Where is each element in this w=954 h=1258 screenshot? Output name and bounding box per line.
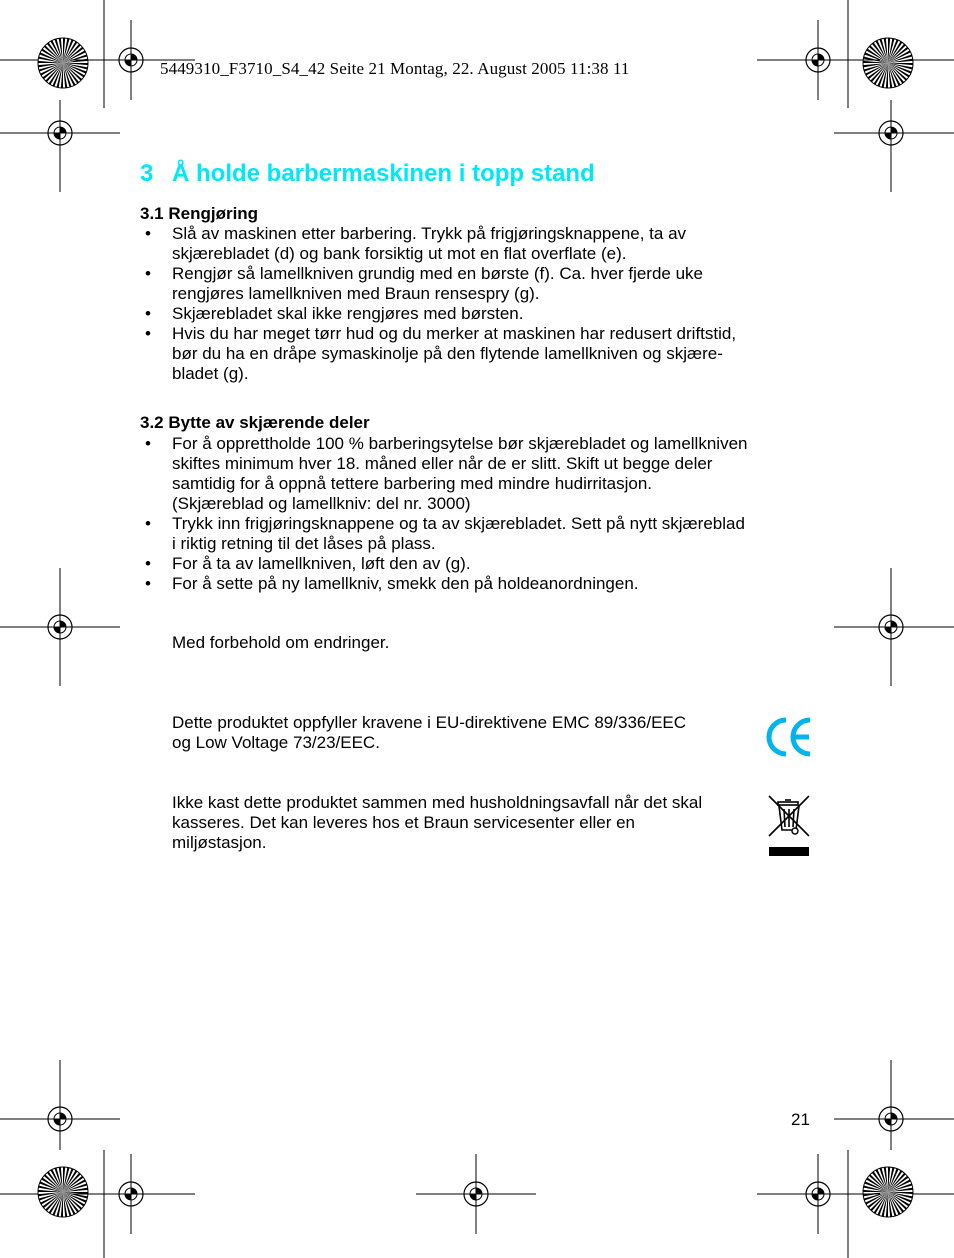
page-title [140, 160, 595, 188]
list-item: • For å opprettholde 100 % barberingsytelse bør skjærebladet og lamellkniven skiftes minimum hver 18. måned eller når de er slitt. Skift ut begge deler samtidig for å oppnå tettere barbering med mindre hudirritasjon. (Skjæreblad og lamellkniv: del nr. 3000) [145, 434, 748, 513]
section-title-replacement: 3.2 Bytte av skjærende deler [140, 413, 370, 432]
list-item: • Rengjør så lamellkniven grundig med en børste (f). Ca. hver fjerde uke rengjøres lamellkniven med Braun rensespry (g). [145, 264, 704, 303]
list-item: • Slå av maskinen etter barbering. Trykk på frigjøringsknappene, ta av skjærebladet (d) og bank forsiktig ut mot en flat overflate (e). [145, 224, 687, 263]
ce-compliance-text: Dette produktet oppfyller kravene i EU-direktivene EMC 89/336/EEC og Low Voltage 73/23/EEC. [172, 713, 687, 752]
reservation-note: Med forbehold om endringer. [172, 633, 390, 652]
list-item: • For å ta av lamellkniven, løft den av (g). [145, 554, 471, 573]
star-target-icon [863, 38, 913, 88]
chapter-number: 3 [140, 160, 154, 187]
list-item: • Trykk inn frigjøringsknappene og ta av skjærebladet. Sett på nytt skjæreblad i riktig retning til det låses på plass. [145, 514, 745, 553]
list-item: • Hvis du har meget tørr hud og du merker at maskinen har redusert driftstid, bør du ha en dråpe symaskinolje på den flytende lamellkniven og skjære- bladet (g). [145, 324, 737, 383]
list-item: • Skjærebladet skal ikke rengjøres med børsten. [145, 304, 524, 323]
section-title-cleaning: 3.1 Rengjøring [140, 204, 259, 223]
crossed-out-wheelie-bin-icon [765, 794, 813, 858]
print-header: 5449310_F3710_S4_42 Seite 21 Montag, 22. August 2005 11:38 11 [160, 59, 630, 78]
star-target-icon [863, 1167, 913, 1217]
star-target-icon [38, 38, 88, 88]
page-number: 21 [791, 1110, 810, 1129]
star-target-icon [38, 1167, 88, 1217]
disposal-text: Ikke kast dette produktet sammen med husholdningsavfall når det skal kasseres. Det kan leveres hos et Braun servicesenter eller en miljøstasjon. [172, 793, 703, 852]
list-item: • For å sette på ny lamellkniv, smekk den på holdeanordningen. [145, 574, 639, 593]
ce-mark-icon [765, 716, 813, 758]
chapter-title: Å holde barbermaskinen i topp stand [172, 160, 595, 187]
